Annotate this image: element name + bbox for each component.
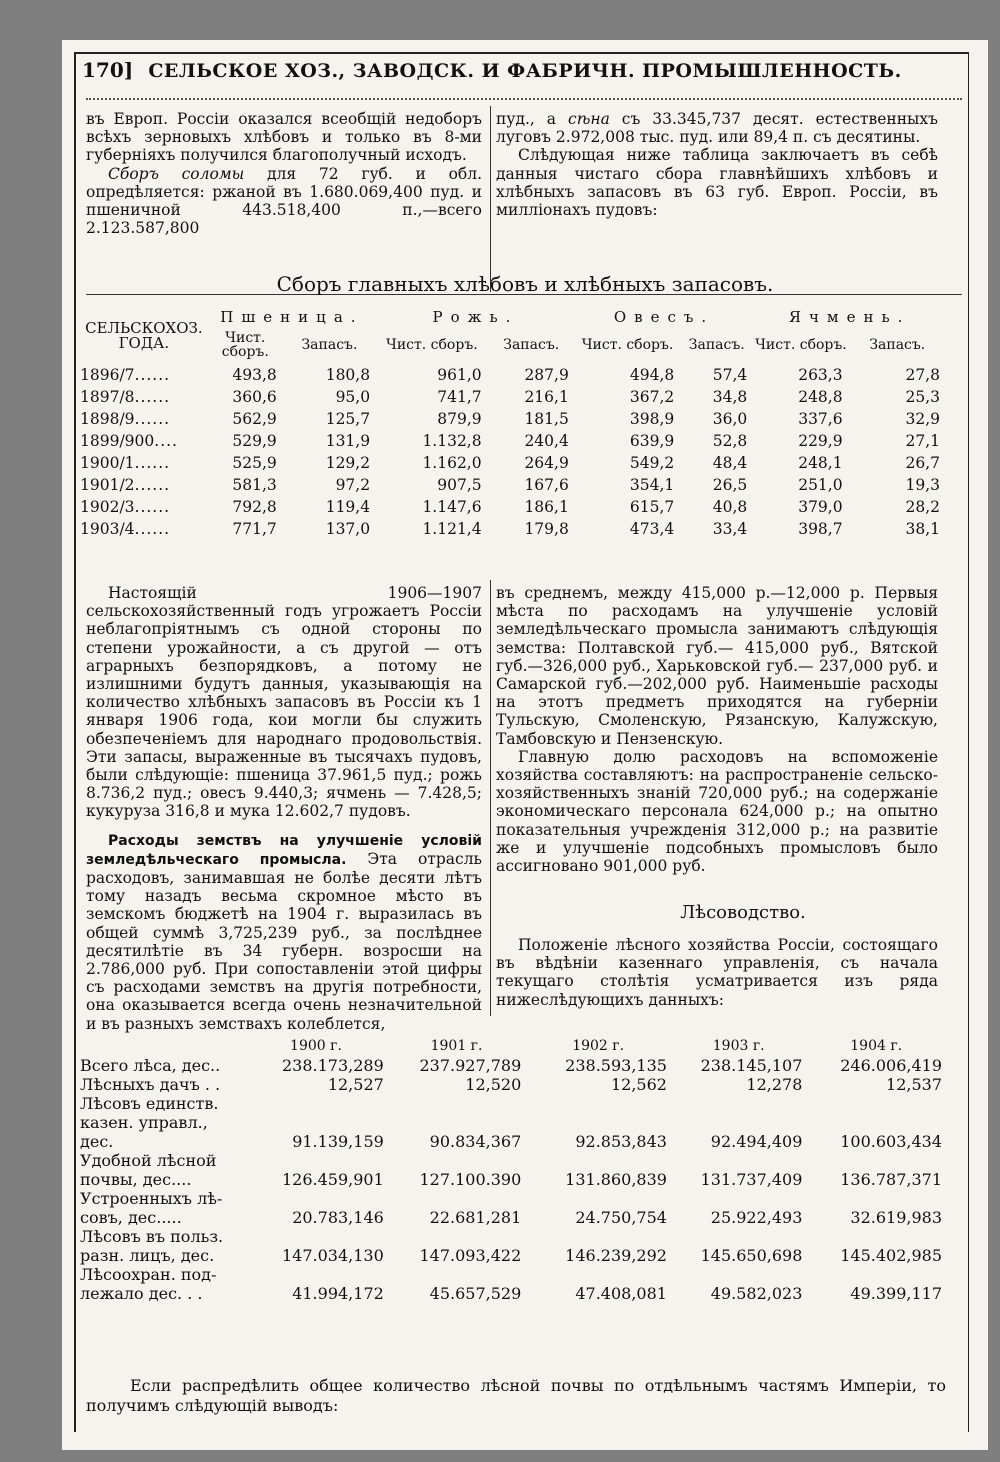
value-cell: 287,9 [524, 366, 569, 384]
table-row [80, 364, 946, 386]
value-cell: 137,0 [325, 520, 371, 538]
value-cell: 22.681,281 [429, 1208, 522, 1227]
value-cell: 12,537 [886, 1075, 942, 1094]
value-cell: 879,9 [437, 410, 482, 428]
blank-corner [80, 1032, 244, 1056]
row-label-line: казен. управл., [80, 1113, 208, 1132]
value-cell: 25.922,493 [710, 1208, 803, 1227]
value-cell: 12,527 [327, 1075, 384, 1094]
year-label: 1899/900 [80, 432, 155, 450]
paragraph [496, 110, 938, 146]
value-cell: 33,4 [712, 520, 748, 538]
table-row [80, 1189, 946, 1227]
row-label-line: Удобной лѣсной [80, 1151, 217, 1170]
value-cell: 131,9 [325, 432, 371, 450]
row-label-line: Всего лѣса, дес.. [80, 1056, 221, 1075]
value-cell: 38,1 [905, 520, 940, 538]
value-cell: 126.459,901 [282, 1170, 384, 1189]
row-label [80, 1075, 244, 1094]
value-cell: 238.593,135 [565, 1056, 667, 1075]
leader-dots: ...... [134, 520, 171, 538]
row-label [80, 1094, 244, 1151]
value-cell: 398,7 [798, 520, 843, 538]
mid-right-column [496, 584, 938, 875]
value-cell: 792,8 [232, 498, 277, 516]
value-cell: 49.582,023 [710, 1284, 803, 1303]
value-cell: 238.173,289 [282, 1056, 384, 1075]
value-cell: 52,8 [712, 432, 748, 450]
value-cell: 127.100.390 [419, 1170, 522, 1189]
column-divider [490, 106, 491, 292]
row-label-line: Лѣсовъ въ польз. [80, 1227, 224, 1246]
value-cell: 1.162,0 [422, 454, 482, 472]
forest-intro [496, 936, 938, 1009]
table-row [80, 496, 946, 518]
value-cell: 237.927,789 [419, 1056, 522, 1075]
value-cell: 367,2 [629, 388, 675, 406]
subheader-stock: Запасъ. [869, 337, 926, 353]
subheader-clean: Чист. сборъ. [221, 330, 269, 360]
table-row [80, 1075, 946, 1094]
value-cell: 525,9 [232, 454, 277, 472]
value-cell: 147.093,422 [419, 1246, 522, 1265]
value-cell: 562,9 [232, 410, 277, 428]
row-label-line: лежало дес. . . [80, 1284, 203, 1303]
value-cell: 473,4 [629, 520, 675, 538]
year-cell [80, 474, 208, 496]
value-cell: 240,4 [524, 432, 569, 450]
row-label-line: разн. лицъ, дес. [80, 1246, 215, 1265]
paragraph [86, 831, 482, 1033]
row-label-line: дес. [80, 1132, 114, 1151]
closing-paragraph [86, 1376, 946, 1416]
value-cell: 907,5 [437, 476, 482, 494]
year-label: 1903/4 [80, 520, 135, 538]
top-left-column [86, 110, 482, 237]
value-cell: 238.145,107 [700, 1056, 803, 1075]
value-cell: 91.139,159 [292, 1132, 384, 1151]
year-cell [80, 496, 208, 518]
year-label: 1898/9 [80, 410, 135, 428]
value-cell: 549,2 [629, 454, 675, 472]
table-row [80, 1265, 946, 1303]
row-label-line: почвы, дес.... [80, 1170, 192, 1189]
value-cell: 248,1 [798, 454, 843, 472]
row-label [80, 1189, 244, 1227]
value-cell: 186,1 [524, 498, 569, 516]
leader-dots: ...... [134, 498, 171, 516]
italic-term: Сборъ соломы [108, 164, 245, 183]
year-label: 1900/1 [80, 454, 135, 472]
year-header: 1901 г. [430, 1038, 483, 1054]
year-header: 1903 г. [712, 1038, 765, 1054]
value-cell: 1.147,6 [422, 498, 482, 516]
year-label: 1902/3 [80, 498, 135, 516]
table-row [80, 1151, 946, 1189]
paragraph-text: съ 33.345,737 десят. естественныхъ луговъ 2.972,008 тыс. пуд. или 89,4 п. съ десятины. [496, 110, 938, 147]
value-cell: 24.750,754 [575, 1208, 667, 1227]
table-row [80, 386, 946, 408]
value-cell: 49.399,117 [850, 1284, 942, 1303]
top-right-column [496, 110, 938, 219]
value-cell: 167,6 [524, 476, 569, 494]
value-cell: 27,8 [905, 366, 940, 384]
leader-dots: .... [154, 432, 178, 450]
value-cell: 12,520 [465, 1075, 522, 1094]
value-cell: 92.853,843 [575, 1132, 667, 1151]
value-cell: 34,8 [712, 388, 748, 406]
value-cell: 57,4 [712, 366, 748, 384]
value-cell: 145.650,698 [700, 1246, 803, 1265]
value-cell: 771,7 [232, 520, 277, 538]
subheader-clean: Чист. сборъ. [755, 337, 847, 353]
value-cell: 961,0 [437, 366, 482, 384]
paragraph-text: Эта отрасль расходовъ, занимавшая не болѣе десяти лѣтъ тому назадъ весьма скромное мѣсто въ земскомъ бюджетѣ на 1904 г. выразилась въ общей суммѣ 3,725,239 руб., за послѣднее десятилѣтіе въ 34 губерн. возросши на 2.786,000 руб. При сопоставленіи этой цифры съ расходами земствъ на другія потребности, она оказывается всегда очень незначительной и въ разныхъ земствахъ колеблется, [86, 849, 482, 1033]
value-cell: 47.408,081 [575, 1284, 667, 1303]
year-cell [80, 408, 208, 430]
leader-dots: ...... [134, 366, 171, 384]
value-cell: 20.783,146 [292, 1208, 384, 1227]
crop-header: Овесъ. [613, 308, 715, 326]
value-cell: 615,7 [629, 498, 675, 516]
leader-dots: ...... [134, 476, 171, 494]
paragraph: въ Европ. Россіи оказался всеобщій недоборъ всѣхъ зерновыхъ хлѣбовъ и только въ 8-ми губерніяхъ получился благополучный исходъ. [86, 110, 482, 165]
value-cell: 216,1 [524, 388, 569, 406]
year-label: 1897/8 [80, 388, 135, 406]
value-cell: 264,9 [524, 454, 569, 472]
value-cell: 229,9 [798, 432, 843, 450]
leader-dots: ...... [134, 410, 171, 428]
value-cell: 119,4 [325, 498, 371, 516]
value-cell: 25,3 [905, 388, 940, 406]
value-cell: 131.737,409 [700, 1170, 803, 1189]
table-row [80, 518, 946, 540]
value-cell: 494,8 [629, 366, 675, 384]
value-cell: 147.034,130 [282, 1246, 384, 1265]
value-cell: 41.994,172 [292, 1284, 384, 1303]
value-cell: 181,5 [524, 410, 569, 428]
leader-dots: ...... [134, 454, 171, 472]
value-cell: 40,8 [712, 498, 748, 516]
value-cell: 1.121,4 [422, 520, 482, 538]
value-cell: 639,9 [629, 432, 675, 450]
value-cell: 337,6 [798, 410, 843, 428]
row-label-line: Лѣсовъ единств. [80, 1094, 219, 1113]
table-row [80, 474, 946, 496]
value-cell: 125,7 [325, 410, 371, 428]
value-cell: 92.494,409 [710, 1132, 803, 1151]
value-cell: 45.657,529 [429, 1284, 522, 1303]
value-cell: 398,9 [629, 410, 675, 428]
year-cell [80, 364, 208, 386]
value-cell: 12,278 [746, 1075, 803, 1094]
year-label: 1896/7 [80, 366, 135, 384]
value-cell: 248,8 [798, 388, 843, 406]
value-cell: 145.402,985 [840, 1246, 942, 1265]
value-cell: 131.860,839 [565, 1170, 667, 1189]
value-cell: 100.603,434 [840, 1132, 942, 1151]
row-label [80, 1151, 244, 1189]
value-cell: 26,7 [905, 454, 940, 472]
header-rule [86, 98, 962, 100]
grain-table [80, 308, 946, 540]
running-title: СЕЛЬСКОЕ ХОЗ., ЗАВОДСК. И ФАБРИЧН. ПРОМЫШЛЕННОСТЬ. [148, 60, 902, 82]
section-title: Лѣсоводство. [680, 902, 806, 923]
table-row [80, 452, 946, 474]
crop-header: Ячмень. [788, 308, 911, 326]
table-row [80, 1094, 946, 1151]
value-cell: 48,4 [712, 454, 748, 472]
year-header: 1902 г. [572, 1038, 625, 1054]
paragraph: въ среднемъ, между 415,000 р.—12,000 р. Первыя мѣста по расходамъ на улучшеніе условій земледѣльческаго промысла занимаютъ слѣдующія земства: Полтавской губ.— 415,000 руб., Вятской губ.—326,000 руб., Харьковской губ.— 237,000 руб. и Самарской губ.—202,000 руб. Наименьшіе расходы на этотъ предметъ приходятся на губерніи Тульскую, Смоленскую, Рязанскую, Калужскую, Тамбовскую и Пензенскую. [496, 584, 938, 748]
value-cell: 1.132,8 [422, 432, 482, 450]
crop-header: Рожь. [432, 308, 519, 326]
year-label: 1901/2 [80, 476, 135, 494]
year-column-header: СЕЛЬСКОХОЗ. ГОДА. [85, 319, 203, 352]
value-cell: 246.006,419 [840, 1056, 942, 1075]
italic-term: сѣна [568, 110, 610, 128]
mid-left-column [86, 584, 482, 1033]
year-cell [80, 518, 208, 540]
paragraph-text: для 72 губ. и обл. опредѣляется: ржаной въ 1.680.069,400 пуд. и пшеничной 443.518,400 п.,—всего 2.123.587,800 [86, 164, 482, 238]
value-cell: 529,9 [232, 432, 277, 450]
row-label-line: Устроенныхъ лѣ- [80, 1189, 223, 1208]
value-cell: 379,0 [798, 498, 843, 516]
subheader-clean: Чист. сборъ. [386, 337, 478, 353]
row-label-line: Лѣсныхъ дачъ . . [80, 1075, 221, 1094]
value-cell: 32,9 [905, 410, 940, 428]
table-row [80, 1056, 946, 1075]
value-cell: 179,8 [524, 520, 569, 538]
row-label-line: совъ, дес..... [80, 1208, 182, 1227]
forest-table [80, 1032, 946, 1303]
value-cell: 26,5 [712, 476, 748, 494]
value-cell: 146.239,292 [565, 1246, 667, 1265]
value-cell: 97,2 [335, 476, 371, 494]
value-cell: 12,562 [610, 1075, 667, 1094]
value-cell: 493,8 [232, 366, 277, 384]
forest-table-body [80, 1056, 946, 1303]
paragraph: Положеніе лѣсного хозяйства Россіи, состоящаго въ вѣдѣніи казеннаго управленія, съ начала текущаго столѣтія усматривается изъ ряда нижеслѣдующихъ данныхъ: [496, 936, 938, 1009]
paragraph: Слѣдующая ниже таблица заключаетъ въ себѣ данныя чистаго сбора главнѣйшихъ хлѣбовъ и хлѣбныхъ запасовъ въ 63 губ. Европ. Россіи, въ милліонахъ пудовъ: [496, 146, 938, 220]
value-cell: 354,1 [629, 476, 675, 494]
paragraph: Настоящій 1906—1907 сельскохозяйственный годъ угрожаетъ Россіи неблагопріятнымъ съ одной стороны по степени урожайности, а съ другой — отъ аграрныхъ безпорядковъ, а потому не излишними будутъ данныя, указывающія на количество хлѣбныхъ запасовъ въ Россіи къ 1 января 1906 года, кои могли бы служить обезпеченіемъ для народнаго продовольствія. Эти запасы, выраженные въ тысячахъ пудовъ, были слѣдующіе: пшеница 37.961,5 пуд.; рожь 8.736,2 пуд.; овесъ 9.440,3; ячмень — 7.428,5; кукуруза 316,8 и мука 12.602,7 пудовъ. [86, 584, 482, 821]
table-row [80, 1227, 946, 1265]
subheader-clean: Чист. сборъ. [581, 337, 674, 353]
year-header: 1900 г. [290, 1038, 342, 1054]
year-cell [80, 430, 208, 452]
value-cell: 360,6 [232, 388, 277, 406]
book-page [62, 40, 988, 1450]
value-cell: 36,0 [712, 410, 748, 428]
year-header: 1904 г. [850, 1038, 903, 1054]
row-label-line: Лѣсоохран. под- [80, 1265, 217, 1284]
grain-table-title: Сборъ главныхъ хлѣбовъ и хлѣбныхъ запасовъ. [276, 272, 774, 296]
value-cell: 741,7 [437, 388, 482, 406]
column-divider [490, 580, 491, 1016]
year-cell [80, 386, 208, 408]
value-cell: 90.834,367 [429, 1132, 522, 1151]
paragraph: Если распредѣлить общее количество лѣсной почвы по отдѣльнымъ частямъ Имперіи, то получимъ слѣдующій выводъ: [86, 1376, 946, 1415]
grain-table-body [80, 364, 946, 540]
value-cell: 180,8 [325, 366, 371, 384]
paragraph-text: пуд., а [496, 110, 569, 128]
table-row [80, 408, 946, 430]
page-number: 170] [82, 58, 134, 82]
running-header [82, 58, 942, 94]
value-cell: 581,3 [232, 476, 277, 494]
crop-header: Пшеница. [220, 308, 364, 326]
value-cell: 95,0 [335, 388, 371, 406]
value-cell: 136.787,371 [840, 1170, 942, 1189]
row-label [80, 1056, 244, 1075]
subheader-stock: Запасъ. [503, 337, 560, 353]
row-label [80, 1227, 244, 1265]
year-cell [80, 452, 208, 474]
table-row [80, 430, 946, 452]
value-cell: 32.619,983 [850, 1208, 942, 1227]
subheader-stock: Запасъ. [301, 337, 358, 353]
value-cell: 27,1 [905, 432, 940, 450]
value-cell: 263,3 [798, 366, 843, 384]
paragraph [86, 165, 482, 238]
value-cell: 19,3 [905, 476, 940, 494]
paragraph: Главную долю расходовъ на вспоможеніе хозяйства составляютъ: на распространеніе сельско-хозяйственныхъ знаній 720,000 руб.; на содержаніе экономическаго персонала 624,000 р.; на опытно показательныя учрежденія 312,000 р.; на развитіе же и улучшеніе подсобныхъ промысловъ было ассигновано 901,000 руб. [496, 747, 938, 876]
subheader-stock: Запасъ. [688, 337, 745, 353]
value-cell: 28,2 [905, 498, 940, 516]
value-cell: 129,2 [325, 454, 371, 472]
row-label [80, 1265, 244, 1303]
leader-dots: ...... [134, 388, 171, 406]
section-lead: Расходы земствъ на улучшеніе условій земледѣльческаго промысла. [86, 832, 482, 868]
value-cell: 251,0 [798, 476, 843, 494]
